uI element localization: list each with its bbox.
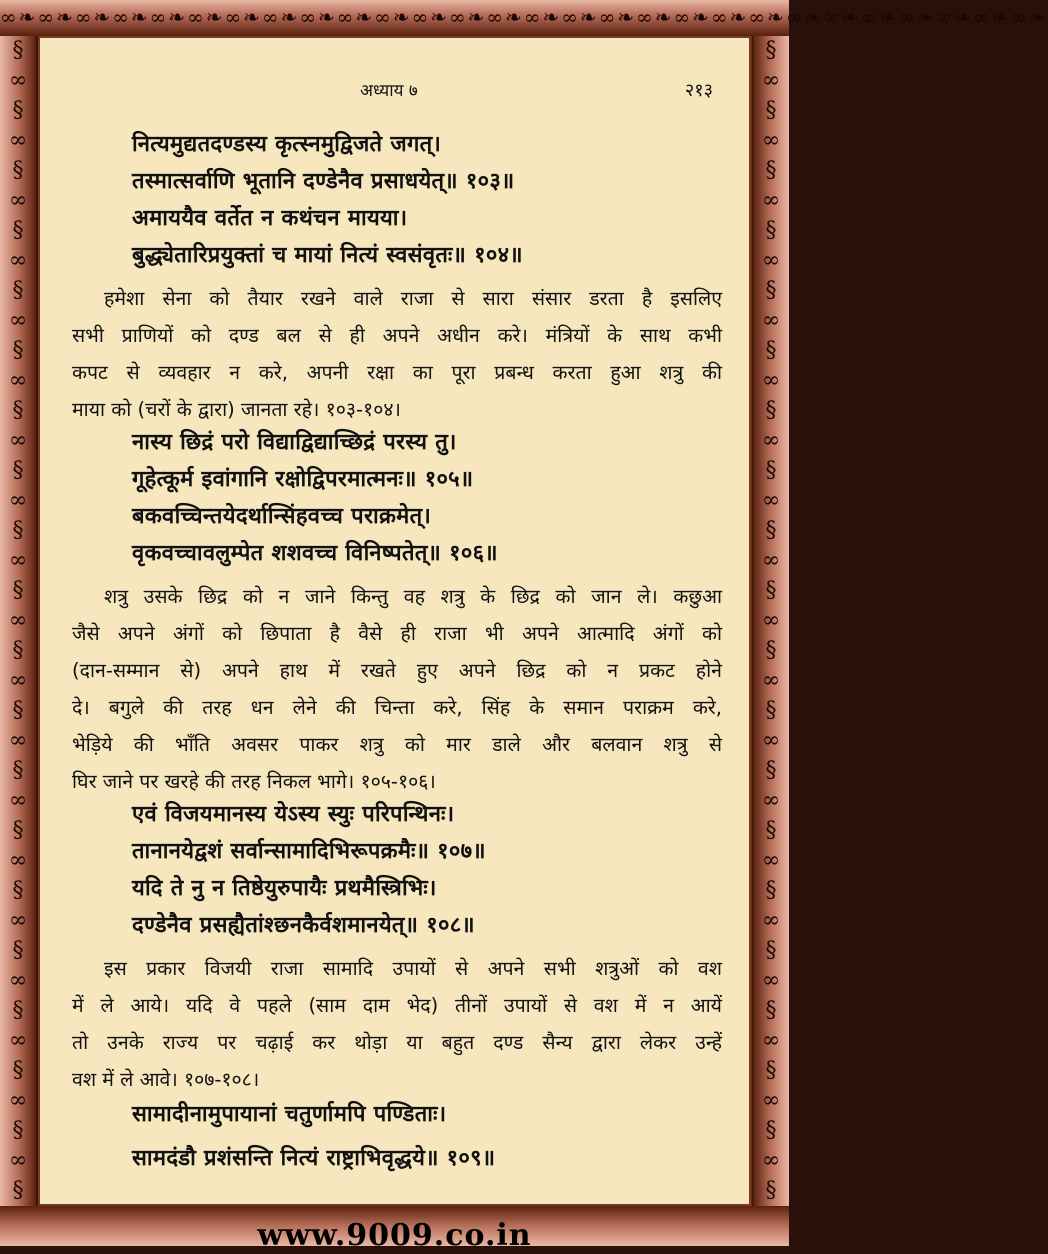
- website-url: www.9009.co.in: [257, 1218, 532, 1253]
- prose-line: घिर जाने पर खरहे की तरह निकल भागे। १०५-१०६।: [72, 770, 436, 793]
- verse-line: सामादीनामुपायानां चतुर्णामपि पण्डिताः।: [132, 1102, 447, 1127]
- verse-line: अमाययैव वर्तेत न कथंचन मायया।: [132, 206, 408, 231]
- verse-line: दण्डेनैव प्रसह्यैतांश्छनकैर्वशमानयेत्॥ १०८॥: [132, 913, 475, 938]
- page-number: २१३: [684, 80, 713, 101]
- prose-paragraph: [72, 578, 722, 800]
- prose-line: माया को (चरों के द्वारा) जानता रहे। १०३-१०४।: [72, 398, 401, 421]
- verse-line: यदि ते नु न तिष्ठेयुरुपायैः प्रथमैस्त्रिभिः।: [132, 876, 437, 901]
- frame-top-border: ∞❧∞❧∞❧∞❧∞❧∞❧∞❧∞❧∞❧∞❧∞❧∞❧∞❧∞❧∞❧∞❧∞❧∞❧∞❧∞❧∞❧∞❧∞❧∞❧∞❧∞❧∞❧∞❧: [0, 0, 789, 36]
- chapter-title: अध्याय ७: [360, 81, 418, 101]
- prose-line: तो उनके राज्य पर चढ़ाई कर थोड़ा या बहुत दण्ड सैन्य द्वारा लेकर उन्हें: [72, 1031, 722, 1054]
- verse-line: नास्य छिद्रं परो विद्याद्विद्याच्छिद्रं परस्य तु।: [132, 430, 457, 455]
- verse-line: तस्मात्सर्वाणि भूतानि दण्डेनैव प्रसाधयेत्॥ १०३॥: [132, 169, 515, 194]
- verse-line: सामदंडौ प्रशंसन्ति नित्यं राष्ट्राभिवृद्धये॥ १०९॥: [132, 1146, 496, 1171]
- prose-line: जैसे अपने अंगों को छिपाता है वैसे ही राजा भी अपने आत्मादि अंगों को: [72, 622, 722, 645]
- verse-line: तानानयेद्वशं सर्वान्सामादिभिरूपक्रमैः॥ १०७॥: [132, 839, 486, 864]
- prose-paragraph: [72, 280, 722, 428]
- frame-right-border: § ∞ § ∞ § ∞ § ∞ § ∞ § ∞ § ∞ § ∞ § ∞ § ∞ § ∞ § ∞ § ∞ § ∞ § ∞ § ∞ § ∞ § ∞ § ∞ §: [753, 36, 789, 1206]
- verse-line: नित्यमुद्यतदण्डस्य कृत्स्नमुद्विजते जगत्।: [132, 132, 442, 157]
- verse-line: बकवच्चिन्तयेदर्थान्सिंहवच्च पराक्रमेत्।: [132, 504, 432, 529]
- verse-line: गूहेत्कूर्म इवांगानि रक्षोद्विपरमात्मनः॥ १०५॥: [132, 467, 474, 492]
- verse-line: बुद्ध्येतारिप्रयुक्तां च मायां नित्यं स्वसंवृतः॥ १०४॥: [132, 243, 523, 268]
- prose-line: भेड़िये की भाँति अवसर पाकर शत्रु को मार डाले और बलवान शत्रु से: [72, 733, 722, 756]
- frame-left-border: § ∞ § ∞ § ∞ § ∞ § ∞ § ∞ § ∞ § ∞ § ∞ § ∞ § ∞ § ∞ § ∞ § ∞ § ∞ § ∞ § ∞ § ∞ § ∞ §: [0, 36, 36, 1206]
- book-page: [38, 36, 751, 1206]
- verse-line: वृकवच्चावलुम्पेत शशवच्च विनिष्पतेत्॥ १०६॥: [132, 541, 498, 566]
- prose-line: सभी प्राणियों को दण्ड बल से ही अपने अधीन करे। मंत्रियों के साथ कभी: [72, 324, 722, 347]
- prose-line: दे। बगुले की तरह धन लेने की चिन्ता करे, सिंह के समान पराक्रम करे,: [72, 696, 722, 719]
- prose-line: शत्रु उसके छिद्र को न जाने किन्तु वह शत्रु के छिद्र को जान ले। कछुआ: [104, 585, 722, 608]
- prose-line: इस प्रकार विजयी राजा सामादि उपायों से अपने सभी शत्रुओं को वश: [104, 957, 722, 980]
- verse-line: एवं विजयमानस्य येऽस्य स्युः परिपन्थिनः।: [132, 802, 455, 827]
- prose-line: कपट से व्यवहार न करे, अपनी रक्षा का पूरा प्रबन्ध करता हुआ शत्रु की: [72, 361, 722, 384]
- prose-line: में ले आये। यदि वे पहले (साम दाम भेद) तीनों उपायों से वश में न आयें: [72, 994, 722, 1017]
- prose-line: हमेशा सेना को तैयार रखने वाले राजा से सारा संसार डरता है इसलिए: [104, 287, 722, 310]
- prose-line: वश में ले आवे। १०७-१०८।: [72, 1068, 260, 1091]
- prose-line: (दान-सम्मान से) अपने हाथ में रखते हुए अपने छिद्र को न प्रकट होने: [72, 659, 722, 682]
- page-header: [38, 36, 751, 102]
- prose-paragraph: [72, 950, 722, 1098]
